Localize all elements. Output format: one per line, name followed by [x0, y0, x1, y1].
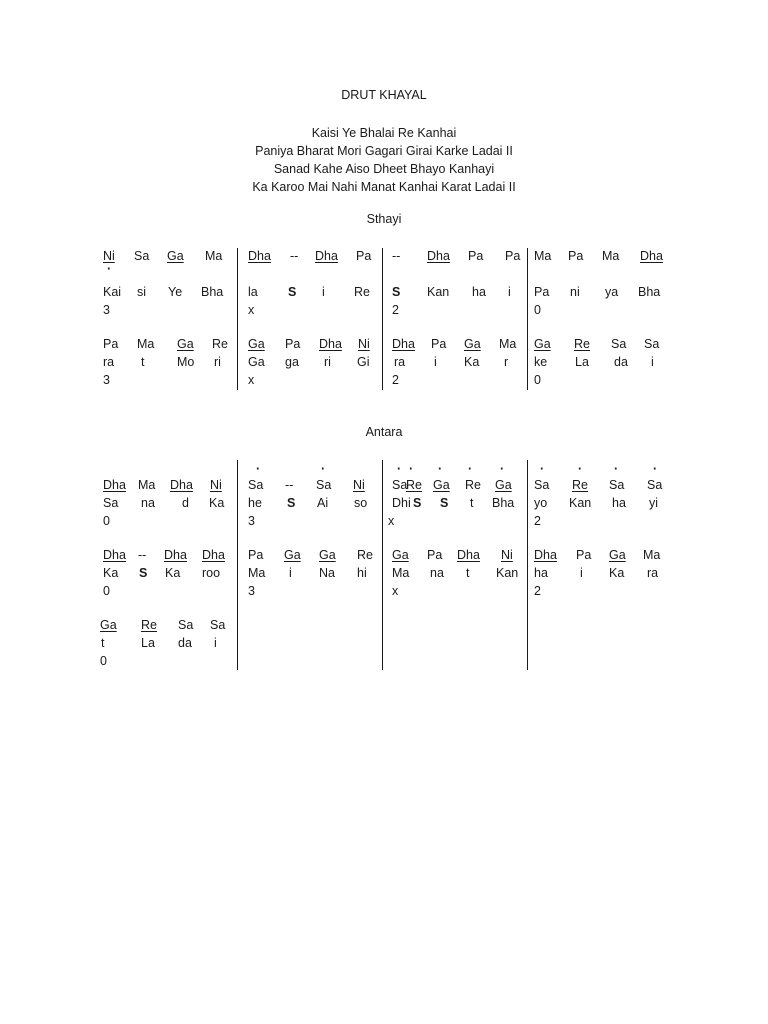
swara-note: Ga	[319, 548, 336, 562]
swara-note: Ga	[495, 478, 512, 492]
lyric-syllable: Ye	[168, 285, 183, 299]
swara-note: Ga	[433, 478, 450, 492]
swara-note: Pa	[248, 548, 264, 562]
swara-note: Pa	[431, 337, 447, 351]
lyric-syllable: ni	[570, 285, 580, 299]
lyric-syllable: Re	[354, 285, 370, 299]
lyric-syllable: da	[614, 355, 628, 369]
lyric-syllable: i	[580, 566, 583, 580]
swara-note: --	[285, 478, 294, 492]
tala-marker: x	[388, 514, 395, 528]
lyric-syllable: he	[248, 496, 262, 510]
lyric-syllable: si	[137, 285, 147, 299]
bar-line	[237, 248, 238, 390]
swara-note: Dha	[315, 249, 338, 263]
swara-note: Re	[572, 478, 588, 492]
lyric-syllable: da	[178, 636, 192, 650]
swara-note: Sa	[647, 478, 663, 492]
swara-note: Ga	[392, 548, 409, 562]
lyric-syllable: S	[392, 285, 401, 299]
tala-marker: 3	[248, 514, 255, 528]
lyric-syllable: i	[508, 285, 511, 299]
lyric-syllable: S	[440, 496, 449, 510]
lyric-syllable: yi	[649, 496, 659, 510]
lyric-syllable: la	[248, 285, 258, 299]
swara-note: Dha	[534, 548, 557, 562]
lyric-syllable: Ma	[248, 566, 266, 580]
swara-note: Re	[141, 618, 157, 632]
swara-note: Dha	[164, 548, 187, 562]
tala-marker: 3	[248, 584, 255, 598]
upper-octave-dot: ·	[321, 462, 326, 476]
upper-octave-dot: ·	[409, 462, 414, 476]
swara-note: Sa	[210, 618, 226, 632]
swara-note: Ma	[137, 337, 155, 351]
upper-octave-dot: ·	[438, 462, 443, 476]
lyric-syllable: S	[413, 496, 422, 510]
lyric-syllable: Dhi	[392, 496, 411, 510]
tala-marker: 0	[103, 584, 110, 598]
upper-octave-dot: ·	[397, 462, 402, 476]
swara-note: Ga	[248, 337, 265, 351]
lyric-syllable: so	[354, 496, 368, 510]
swara-note: Dha	[248, 249, 271, 263]
swara-note: Ni	[103, 249, 115, 263]
lyric-syllable: i	[651, 355, 654, 369]
swara-note: Pa	[568, 249, 584, 263]
lyric-syllable: ha	[612, 496, 626, 510]
tala-marker: 0	[534, 303, 541, 317]
bar-line	[382, 460, 383, 670]
lyric-syllable: La	[141, 636, 155, 650]
tala-marker: 0	[100, 654, 107, 668]
lyric-syllable: Pa	[534, 285, 550, 299]
lyric-syllable: na	[141, 496, 155, 510]
swara-note: Dha	[392, 337, 415, 351]
swara-note: Dha	[202, 548, 225, 562]
bar-line	[527, 248, 528, 390]
sthayi-heading: Sthayi	[366, 212, 402, 226]
upper-octave-dot: ·	[578, 462, 583, 476]
swara-note: Pa	[505, 249, 521, 263]
tala-marker: 3	[103, 303, 110, 317]
upper-octave-dot: ·	[256, 462, 261, 476]
lyric-syllable: S	[139, 566, 148, 580]
swara-note: Sa	[316, 478, 332, 492]
lyric-syllable: Sa	[103, 496, 119, 510]
lyric-syllable: S	[288, 285, 297, 299]
lyric-syllable: ra	[394, 355, 406, 369]
lyric-syllable: Ma	[392, 566, 410, 580]
swara-note: Ni	[353, 478, 365, 492]
swara-note: Dha	[427, 249, 450, 263]
tala-marker: 2	[392, 303, 399, 317]
lyrics-line-3: Sanad Kahe Aiso Dheet Bhayo Kanhayi	[273, 162, 495, 176]
lyric-syllable: Kan	[569, 496, 592, 510]
tala-marker: 3	[103, 373, 110, 387]
upper-octave-dot: ·	[614, 462, 619, 476]
swara-note: Sa	[392, 478, 408, 492]
swara-note: Ga	[167, 249, 184, 263]
tala-marker: 0	[534, 373, 541, 387]
swara-note: Dha	[319, 337, 342, 351]
swara-note: Dha	[457, 548, 480, 562]
lyric-syllable: yo	[534, 496, 548, 510]
swara-note: --	[392, 249, 401, 263]
lyric-syllable: Bha	[201, 285, 224, 299]
upper-octave-dot: ·	[540, 462, 545, 476]
swara-note: Ga	[534, 337, 551, 351]
swara-note: Ni	[501, 548, 513, 562]
lyric-syllable: ra	[103, 355, 115, 369]
swara-note: Re	[357, 548, 373, 562]
tala-marker: 2	[392, 373, 399, 387]
lyric-syllable: Bha	[492, 496, 515, 510]
lyric-syllable: i	[289, 566, 292, 580]
lyric-syllable: Na	[319, 566, 335, 580]
swara-note: Pa	[468, 249, 484, 263]
lyrics-line-2: Paniya Bharat Mori Gagari Girai Karke Ladai II	[255, 144, 513, 158]
swara-note: Ga	[177, 337, 194, 351]
swara-note: Sa	[609, 478, 625, 492]
lyric-syllable: Ga	[248, 355, 265, 369]
swara-note: Ma	[499, 337, 517, 351]
swara-note: Ma	[534, 249, 552, 263]
lyric-syllable: d	[182, 496, 189, 510]
lyric-syllable: ri	[324, 355, 331, 369]
swara-note: Dha	[170, 478, 193, 492]
tala-marker: x	[248, 373, 255, 387]
tala-marker: x	[392, 584, 399, 598]
swara-note: Pa	[356, 249, 372, 263]
swara-note: Ga	[284, 548, 301, 562]
lyric-syllable: t	[470, 496, 474, 510]
swara-note: Ma	[138, 478, 156, 492]
swara-note: --	[290, 249, 299, 263]
lyric-syllable: t	[466, 566, 470, 580]
lyrics-line-1: Kaisi Ye Bhalai Re Kanhai	[311, 126, 457, 140]
swara-note: Dha	[103, 548, 126, 562]
lyric-syllable: Kan	[496, 566, 519, 580]
lyric-syllable: Bha	[638, 285, 661, 299]
lyric-syllable: ga	[285, 355, 299, 369]
lyric-syllable: Ka	[609, 566, 625, 580]
lyric-syllable: roo	[202, 566, 221, 580]
lyric-syllable: i	[322, 285, 325, 299]
lyrics-block	[0, 124, 768, 196]
lyric-syllable: t	[141, 355, 145, 369]
swara-note: Sa	[611, 337, 627, 351]
lyric-syllable: ra	[647, 566, 659, 580]
swara-note: Re	[406, 478, 422, 492]
swara-note: Ni	[358, 337, 370, 351]
lyric-syllable: r	[504, 355, 509, 369]
swara-note: Re	[212, 337, 228, 351]
swara-note: Pa	[103, 337, 119, 351]
tala-marker: 0	[103, 514, 110, 528]
tala-marker: 2	[534, 584, 541, 598]
swara-note: Sa	[534, 478, 550, 492]
lyric-syllable: Mo	[177, 355, 195, 369]
swara-note: Dha	[640, 249, 663, 263]
upper-octave-dot: ·	[468, 462, 473, 476]
swara-note: Dha	[103, 478, 126, 492]
swara-note: Ga	[609, 548, 626, 562]
swara-note: Pa	[285, 337, 301, 351]
lyric-syllable: Gi	[357, 355, 370, 369]
lyric-syllable: ri	[214, 355, 221, 369]
swara-note: Ga	[464, 337, 481, 351]
tala-marker: 2	[534, 514, 541, 528]
swara-note: Re	[574, 337, 590, 351]
lyric-syllable: hi	[357, 566, 367, 580]
lyric-syllable: na	[430, 566, 444, 580]
swara-note: Sa	[134, 249, 150, 263]
lyric-syllable: Ka	[464, 355, 480, 369]
swara-note: Sa	[178, 618, 194, 632]
swara-note: Sa	[248, 478, 264, 492]
swara-note: Pa	[576, 548, 592, 562]
upper-octave-dot: ·	[500, 462, 505, 476]
lyric-syllable: i	[434, 355, 437, 369]
bar-line	[382, 248, 383, 390]
lyric-syllable: i	[214, 636, 217, 650]
swara-note: Pa	[427, 548, 443, 562]
tala-marker: x	[248, 303, 255, 317]
upper-octave-dot: ·	[653, 462, 658, 476]
lyric-syllable: Ka	[165, 566, 181, 580]
lyric-syllable: ya	[605, 285, 619, 299]
swara-note: Ma	[643, 548, 661, 562]
lyrics-line-4: Ka Karoo Mai Nahi Manat Kanhai Karat Ladai II	[252, 180, 516, 194]
lyric-syllable: Ai	[317, 496, 329, 510]
swara-note: Ni	[210, 478, 222, 492]
lyric-syllable: Kai	[103, 285, 122, 299]
swara-note: --	[138, 548, 147, 562]
swara-note: Re	[465, 478, 481, 492]
lyric-syllable: ke	[534, 355, 548, 369]
swara-note: Ma	[602, 249, 620, 263]
lyric-syllable: La	[575, 355, 589, 369]
lyric-syllable: Kan	[427, 285, 450, 299]
lyric-syllable: ha	[534, 566, 548, 580]
lyric-syllable: Ka	[103, 566, 119, 580]
lyric-syllable: S	[287, 496, 296, 510]
antara-heading: Antara	[365, 425, 403, 439]
bar-line	[237, 460, 238, 670]
lower-octave-dot: ·	[107, 262, 112, 276]
bar-line	[527, 460, 528, 670]
lyric-syllable: Ka	[209, 496, 225, 510]
lyric-syllable: ha	[472, 285, 486, 299]
lyric-syllable: t	[101, 636, 105, 650]
swara-note: Ga	[100, 618, 117, 632]
page-title: DRUT KHAYAL	[341, 88, 427, 102]
swara-note: Sa	[644, 337, 660, 351]
swara-note: Ma	[205, 249, 223, 263]
